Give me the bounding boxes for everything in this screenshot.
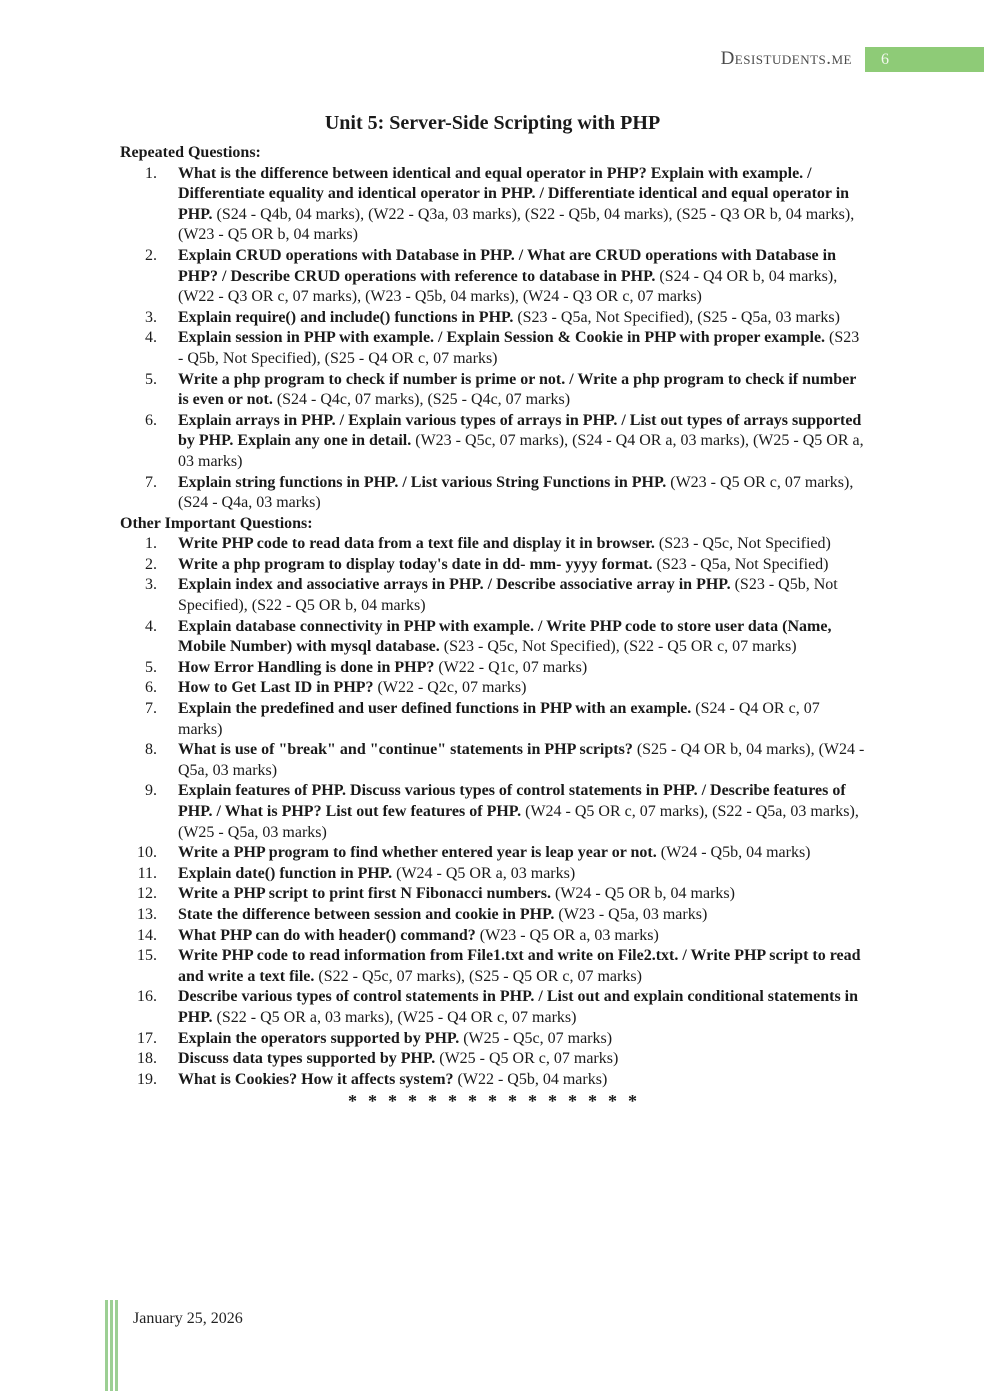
question-item [120, 884, 865, 905]
question-text: What is the difference between identical and equal operator in PHP? Explain with example. / Differentiate equality and identical operator in PHP. / Differentiate identical and equal operator in PHP. [178, 164, 850, 223]
question-text: State the difference between session and cookie in PHP. [178, 905, 559, 923]
question-marks: (S23 - Q5c, Not Specified), (S22 - Q5 OR c, 07 marks) [443, 638, 797, 656]
question-text: Discuss data types supported by PHP. [178, 1050, 440, 1068]
question-item [120, 1070, 865, 1091]
question-text: Explain database connectivity in PHP with example. / Write PHP code to store user data (Name, Mobile Number) with mysql database. [178, 617, 832, 656]
asterisk-separator: *************** [348, 1091, 648, 1112]
question-item [120, 555, 865, 576]
question-marks: (S23 - Q5b, Not Specified), (S22 - Q5 OR b, 04 marks) [178, 576, 838, 615]
question-marks: (W25 - Q5 OR c, 07 marks) [439, 1050, 619, 1068]
decorative-bar [105, 1300, 108, 1391]
question-item [120, 308, 865, 329]
question-text: Write a php program to display today's date in dd- mm- yyyy format. [178, 555, 657, 573]
question-item [120, 864, 865, 885]
question-marks: (W24 - Q5 OR c, 07 marks), (S22 - Q5a, 03 marks), (W25 - Q5a, 03 marks) [178, 803, 859, 841]
question-marks: (W22 - Q5b, 04 marks) [457, 1070, 608, 1088]
question-text: How Error Handling is done in PHP? [178, 658, 439, 676]
question-marks: (S23 - Q5a, Not Specified), (S25 - Q5a, 03 marks) [517, 308, 840, 326]
question-marks: (W24 - Q5 OR b, 04 marks) [555, 885, 735, 903]
question-text: Explain the predefined and user defined functions in PHP with an example. [178, 700, 696, 718]
question-text: Explain arrays in PHP. / Explain various types of arrays in PHP. / List out types of arrays supported by PHP. Explain any one in detail. [178, 411, 862, 450]
question-item [120, 370, 865, 411]
section-heading-repeated-questions: Repeated Questions: [120, 144, 261, 161]
question-text: Explain features of PHP. Discuss various types of control statements in PHP. / Describe features of PHP. / What is PHP? List out few features of PHP. [178, 782, 846, 820]
question-marks: (S22 - Q5c, 07 marks), (S25 - Q5 OR c, 07 marks) [318, 967, 642, 985]
question-text: Write PHP code to read data from a text file and display it in browser. [178, 535, 659, 553]
repeated-questions-list [120, 164, 865, 514]
question-marks: (S23 - Q5c, Not Specified) [658, 535, 831, 553]
page-header [0, 47, 984, 73]
question-text: Explain date() function in PHP. [178, 864, 397, 882]
decorative-bar [110, 1300, 113, 1391]
question-item [120, 411, 865, 473]
page-number-badge: 6 [865, 47, 984, 72]
question-item [120, 473, 865, 514]
question-text: How to Get Last ID in PHP? [178, 679, 378, 697]
question-item [120, 987, 865, 1028]
question-marks: (S22 - Q5 OR a, 03 marks), (W25 - Q4 OR c, 07 marks) [216, 1008, 577, 1026]
question-item [120, 1029, 865, 1050]
question-item [120, 740, 865, 781]
question-item [120, 617, 865, 658]
footer-decoration-bars [105, 1300, 118, 1391]
question-item [120, 843, 865, 864]
question-text: Explain CRUD operations with Database in PHP. / What are CRUD operations with Database in PHP? / Describe CRUD operations with reference to database in PHP. [178, 246, 836, 285]
question-item [120, 905, 865, 926]
question-item [120, 781, 865, 843]
document-body [120, 110, 865, 1112]
question-text: Explain session in PHP with example. / Explain Session & Cookie in PHP with proper example. [178, 329, 830, 347]
question-item [120, 534, 865, 555]
question-item [120, 926, 865, 947]
question-marks: (W25 - Q5c, 07 marks) [463, 1029, 613, 1047]
question-item [120, 658, 865, 679]
question-text: What is use of "break" and "continue" statements in PHP scripts? [178, 741, 637, 759]
question-marks: (W22 - Q1c, 07 marks) [438, 658, 588, 676]
question-text: What PHP can do with header() command? [178, 926, 480, 944]
other-important-questions-list [120, 534, 865, 1090]
question-item [120, 328, 865, 369]
question-marks: (S25 - Q4 OR b, 04 marks), (W24 - Q5a, 03 marks) [178, 741, 865, 779]
question-marks: (W24 - Q5b, 04 marks) [660, 844, 811, 862]
question-text: Write a php program to check if number is prime or not. / Write a php program to check if number is even or not. [178, 370, 857, 409]
question-text: Explain index and associative arrays in PHP. / Describe associative array in PHP. [178, 576, 735, 594]
question-text: Explain require() and include() functions in PHP. [178, 308, 518, 326]
footer-date: January 25, 2026 [133, 1310, 243, 1327]
question-text: Describe various types of control statements in PHP. / List out and explain conditional statements in PHP. [178, 988, 859, 1026]
question-text: Explain string functions in PHP. / List various String Functions in PHP. [178, 473, 671, 491]
page-title: Unit 5: Server-Side Scripting with PHP [324, 112, 661, 134]
question-marks: (W23 - Q5a, 03 marks) [558, 905, 708, 923]
question-marks: (S24 - Q4 OR c, 07 marks) [178, 700, 820, 738]
question-marks: (S23 - Q5b, Not Specified), (S25 - Q4 OR c, 07 marks) [178, 329, 860, 367]
question-text: Write a PHP script to print first N Fibonacci numbers. [178, 885, 555, 903]
question-item [120, 699, 865, 740]
question-item [120, 1049, 865, 1070]
question-marks: (W24 - Q5 OR a, 03 marks) [396, 864, 576, 882]
question-marks: (S24 - Q4b, 04 marks), (W22 - Q3a, 03 marks), (S22 - Q5b, 04 marks), (S25 - Q3 OR b, 04 marks), (W23 - Q5 OR b, 04 marks) [178, 205, 855, 244]
question-text: Explain the operators supported by PHP. [178, 1029, 464, 1047]
decorative-bar [115, 1300, 118, 1391]
question-marks: (W23 - Q5 OR a, 03 marks) [479, 926, 659, 944]
question-item [120, 575, 865, 616]
question-item [120, 164, 865, 246]
question-marks: (S23 - Q5a, Not Specified) [656, 555, 829, 573]
site-name: Desistudents.me [720, 48, 852, 69]
question-text: What is Cookies? How it affects system? [178, 1070, 458, 1088]
question-item [120, 678, 865, 699]
question-marks: (W23 - Q5 OR c, 07 marks), (S24 - Q4a, 03 marks) [178, 473, 854, 512]
question-marks: (W22 - Q2c, 07 marks) [377, 679, 527, 697]
question-item [120, 246, 865, 308]
question-marks: (S24 - Q4c, 07 marks), (S25 - Q4c, 07 marks) [276, 391, 571, 409]
question-text: Write PHP code to read information from File1.txt and write on File2.txt. / Write PHP script to read and write a text file. [178, 947, 861, 985]
question-item [120, 946, 865, 987]
question-marks: (S24 - Q4 OR b, 04 marks), (W22 - Q3 OR c, 07 marks), (W23 - Q5b, 04 marks), (W24 - Q3 OR c, 07 marks) [178, 267, 838, 306]
question-marks: (W23 - Q5c, 07 marks), (S24 - Q4 OR a, 03 marks), (W25 - Q5 OR a, 03 marks) [178, 432, 864, 470]
section-heading-other-important-questions: Other Important Questions: [120, 514, 313, 532]
question-text: Write a PHP program to find whether entered year is leap year or not. [178, 844, 661, 862]
